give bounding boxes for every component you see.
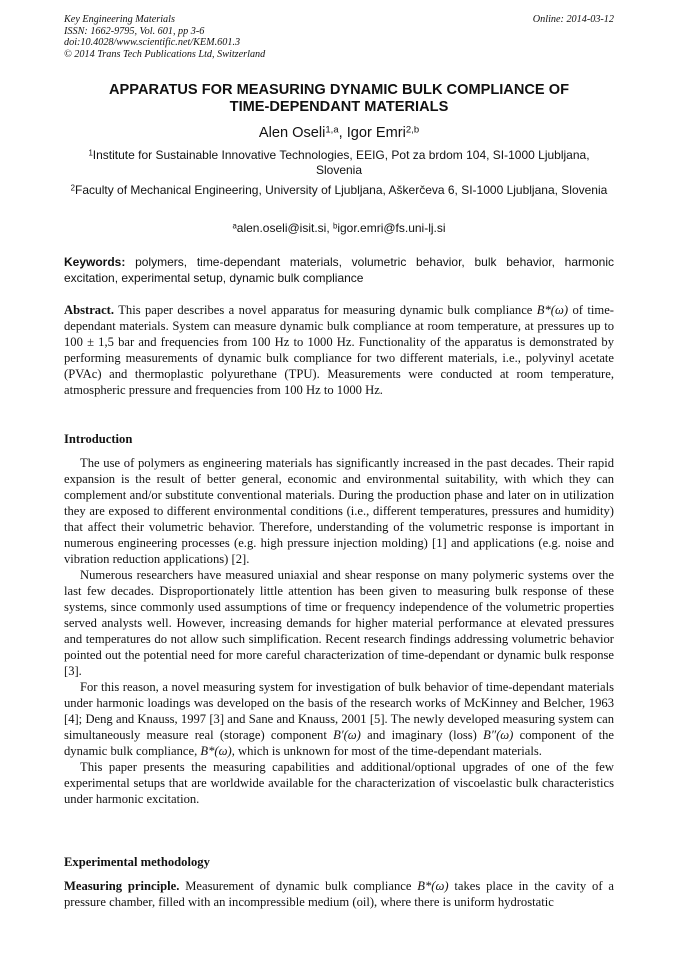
experimental-math: B*(ω)	[417, 879, 449, 893]
intro-p3-text-b: and imaginary (loss)	[360, 728, 484, 742]
intro-p3-math-3: B*(ω)	[200, 744, 232, 758]
author-emails	[64, 221, 614, 236]
doi-line: doi:10.4028/www.scientific.net/KEM.601.3	[64, 37, 241, 48]
experimental-text-a: Measurement of dynamic bulk compliance	[179, 879, 418, 893]
author-separator: ,	[338, 125, 347, 141]
intro-p3-text-a: For this reason, a novel measuring system for investigation of bulk behavior of time-dependant materials under harmonic loadings was developed on the basis of the research works of McKinney and Belcher, 1963 [4]; Deng and Knauss, 1997 [3] and Sane and Knauss, 2001 [5]. The newly developed measuring system can simultaneously measure real (storage) component	[64, 680, 614, 742]
journal-header	[64, 14, 614, 60]
author-list	[64, 124, 614, 142]
author-1-sup: 1,a	[325, 124, 339, 136]
intro-p3-math-2: B″(ω)	[483, 728, 514, 742]
abstract-label: Abstract.	[64, 303, 115, 317]
measuring-principle-label: Measuring principle.	[64, 879, 180, 893]
intro-paragraph-3	[64, 679, 614, 759]
title-line-1: APPARATUS FOR MEASURING DYNAMIC BULK COMPLIANCE OF	[109, 82, 569, 98]
email-b-sup: b	[333, 221, 338, 231]
experimental-body	[64, 878, 614, 910]
intro-paragraph-4: This paper presents the measuring capabilities and additional/optional upgrades of one of the few experimental setups that are worldwide available for the characterization of viscoelastic bulk characteristics under harmonic excitation.	[64, 760, 614, 806]
abstract-text-b: of time-dependant materials. System can measure dynamic bulk compliance at room temperature, at pressures up to 100 ± 1,5 bar and frequencies from 100 Hz to 1000 Hz. Functionality of the apparatus is demonstrated by performing measurements of dynamic bulk compliance for two different materials, i.e., polyvinyl acetate (PVAc) and thermoplastic polyurethane (TPU). Measurements were conducted at room temperature, atmospheric pressure and frequencies from 100 Hz to 1000 Hz.	[64, 303, 614, 397]
affiliation-1-text: Institute for Sustainable Innovative Technologies, EEIG, Pot za brdom 104, SI-1000 Ljubljana, Slovenia	[92, 148, 590, 177]
introduction-body	[64, 455, 614, 807]
affiliation-1	[64, 148, 614, 178]
intro-paragraph-2: Numerous researchers have measured uniaxial and shear response on many polymeric systems over the last few decades. Disproportionately little attention has been given to measuring bulk response of these systems, since commonly used assumptions of time or frequency independence of the volumetric properties served analysts well. However, increasing demands for higher material performance at elevated pressures and temperatures do not allow such simplification. Recent research findings addressing volumetric behavior pointed out the potential need for more careful characterization of time-dependant or dynamic bulk response [3].	[64, 568, 614, 678]
email-a: alen.oseli@isit.si,	[236, 221, 333, 235]
online-date: Online: 2014-03-12	[532, 14, 614, 25]
experimental-text-b: takes place in the cavity of a pressure chamber, filled with an incompressible medium (oil), where there is uniform hydrostatic	[64, 879, 614, 909]
affiliation-2-text: Faculty of Mechanical Engineering, University of Ljubljana, Aškerčeva 6, SI-1000 Ljubljana, Slovenia	[75, 183, 608, 197]
keywords-label: Keywords:	[64, 255, 126, 269]
email-b: igor.emri@fs.uni-lj.si	[337, 221, 446, 235]
email-a-sup: a	[232, 221, 237, 231]
introduction-heading: Introduction	[64, 432, 133, 446]
journal-name: Key Engineering Materials	[64, 14, 175, 25]
keywords	[64, 254, 614, 286]
abstract	[64, 302, 614, 398]
affiliation-1-sup: 1	[88, 148, 93, 158]
experimental-heading: Experimental methodology	[64, 855, 210, 869]
title-line-2: TIME-DEPENDANT MATERIALS	[229, 99, 449, 115]
intro-p3-text-c: component of the dynamic bulk compliance,	[64, 728, 615, 758]
affiliation-2-sup: 2	[70, 183, 76, 193]
paper-title	[64, 82, 614, 116]
intro-p3-math-1: B′(ω)	[333, 728, 361, 742]
abstract-math: B*(ω)	[536, 303, 569, 317]
intro-p3-text-d: , which is unknown for most of the time-dependant materials.	[231, 744, 542, 758]
author-1: Alen Oseli	[258, 125, 326, 141]
issn-line: ISSN: 1662-9795, Vol. 601, pp 3-6	[64, 25, 205, 37]
keywords-text: polymers, time-dependant materials, volumetric behavior, bulk behavior, harmonic excitation, experimental setup, dynamic bulk compliance	[64, 255, 614, 285]
intro-paragraph-1: The use of polymers as engineering materials has significantly increased in the past decades. Their rapid expansion is the result of better general, economic and environmental suitability, with which they can complement and/or substitute conventional materials. During the production phase and later on in utilization they are exposed to different environmental conditions (i.e., different temperatures, pressures and humidity) that affect their volumetric behavior. Therefore, understanding of the volumetric response is important in numerous engineering processes (e.g. high pressure injection molding) [1] and applications (e.g. noise and vibration reduction applications) [2].	[64, 456, 614, 566]
affiliation-2	[64, 183, 614, 198]
author-2: Igor Emri	[346, 125, 406, 141]
author-2-sup: 2,b	[405, 124, 420, 136]
abstract-text-a: This paper describes a novel apparatus for measuring dynamic bulk compliance	[114, 303, 537, 317]
copyright-line: © 2014 Trans Tech Publications Ltd, Switzerland	[64, 48, 266, 60]
